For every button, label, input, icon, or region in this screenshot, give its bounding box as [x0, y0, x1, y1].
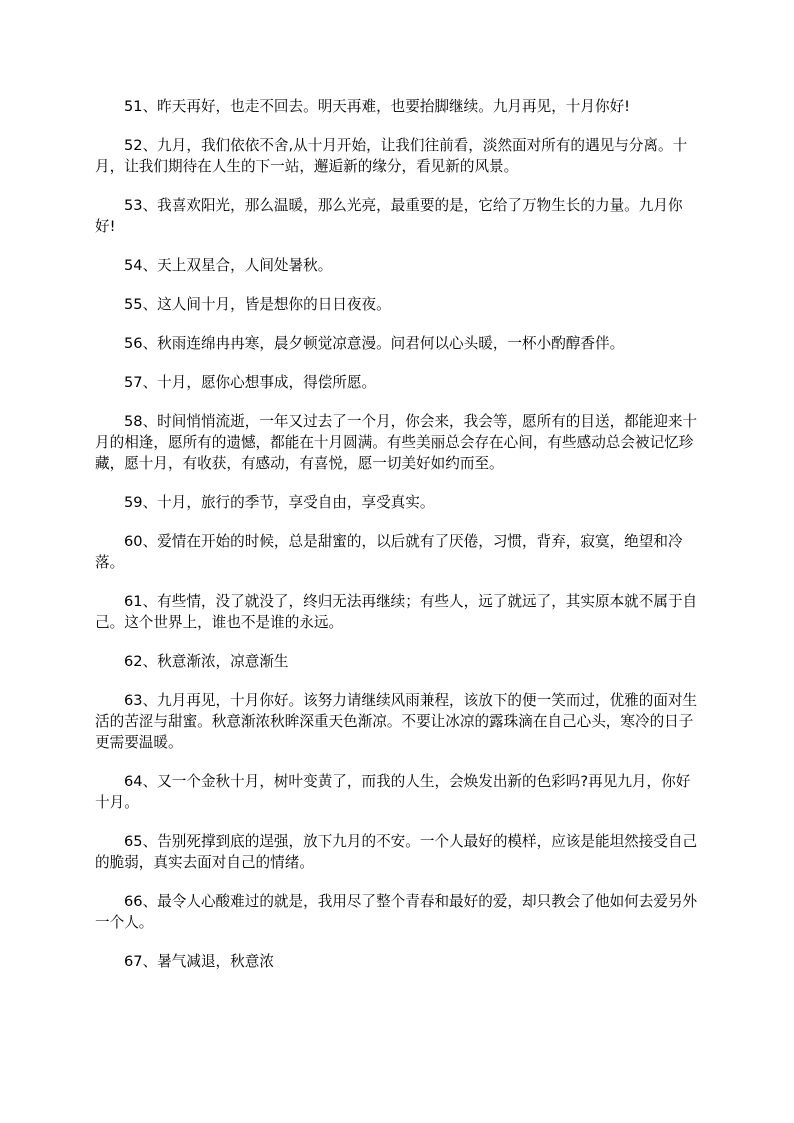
paragraph-60: 60、爱情在开始的时候，总是甜蜜的，以后就有了厌倦，习惯，背弃，寂寞，绝望和冷落。 — [95, 533, 683, 571]
paragraph-57: 57、十月，愿你心想事成，得偿所愿。 — [124, 374, 377, 391]
paragraph-65: 65、告别死撑到底的逞强，放下九月的不安。一个人最好的模样，应该是能坦然接受自己的脆弱，真实去面对自己的情绪。 — [95, 833, 698, 871]
paragraph-63: 63、九月再见，十月你好。该努力请继续风雨兼程，该放下的便一笑而过，优雅的面对生活的苦涩与甜蜜。秋意渐浓秋眸深重天色渐凉。不要让冰凉的露珠滴在自己心头，寒冷的日子更需要温暖。 — [95, 692, 698, 751]
paragraph-52: 52、九月，我们依依不舍,从十月开始，让我们往前看，淡然面对所有的遇见与分离。十月，让我们期待在人生的下一站，邂逅新的缘分，看见新的风景。 — [95, 137, 688, 175]
document-body — [95, 96, 700, 990]
paragraph-59: 59、十月，旅行的季节，享受自由，享受真实。 — [124, 494, 435, 511]
paragraph-56: 56、秋雨连绵冉冉寒，晨夕顿觉凉意漫。问君何以心头暖，一杯小酌醇香伴。 — [124, 335, 625, 352]
paragraph-64: 64、又一个金秋十月，树叶变黄了，而我的人生，会焕发出新的色彩吗?再见九月，你好十月。 — [95, 773, 691, 811]
paragraph-62: 62、秋意渐浓，凉意渐生 — [124, 653, 289, 670]
paragraph-66: 66、最令人心酸难过的就是，我用尽了整个青春和最好的爱，却只教会了他如何去爱另外一个人。 — [95, 893, 698, 931]
paragraph-67: 67、暑气减退，秋意浓 — [124, 953, 274, 970]
paragraph-53: 53、我喜欢阳光，那么温暖，那么光亮，最重要的是，它给了万物生长的力量。九月你好! — [95, 197, 683, 235]
paragraph-51: 51、昨天再好，也走不回去。明天再难，也要抬脚继续。九月再见，十月你好! — [124, 98, 631, 115]
paragraph-54: 54、天上双星合，人间处暑秋。 — [124, 257, 333, 274]
paragraph-61: 61、有些情，没了就没了，终归无法再继续；有些人，远了就远了，其实原本就不属于自己。这个世界上，谁也不是谁的永远。 — [95, 593, 698, 631]
paragraph-58: 58、时间悄悄流逝，一年又过去了一个月，你会来，我会等，愿所有的目送，都能迎来十月的相逢，愿所有的遗憾，都能在十月圆满。有些美丽总会存在心间，有些感动总会被记忆珍藏，愿十月，有收获，有感动，有喜悦，愿一切美好如约而至。 — [95, 413, 698, 472]
paragraph-55: 55、这人间十月，皆是想你的日日夜夜。 — [124, 296, 391, 313]
